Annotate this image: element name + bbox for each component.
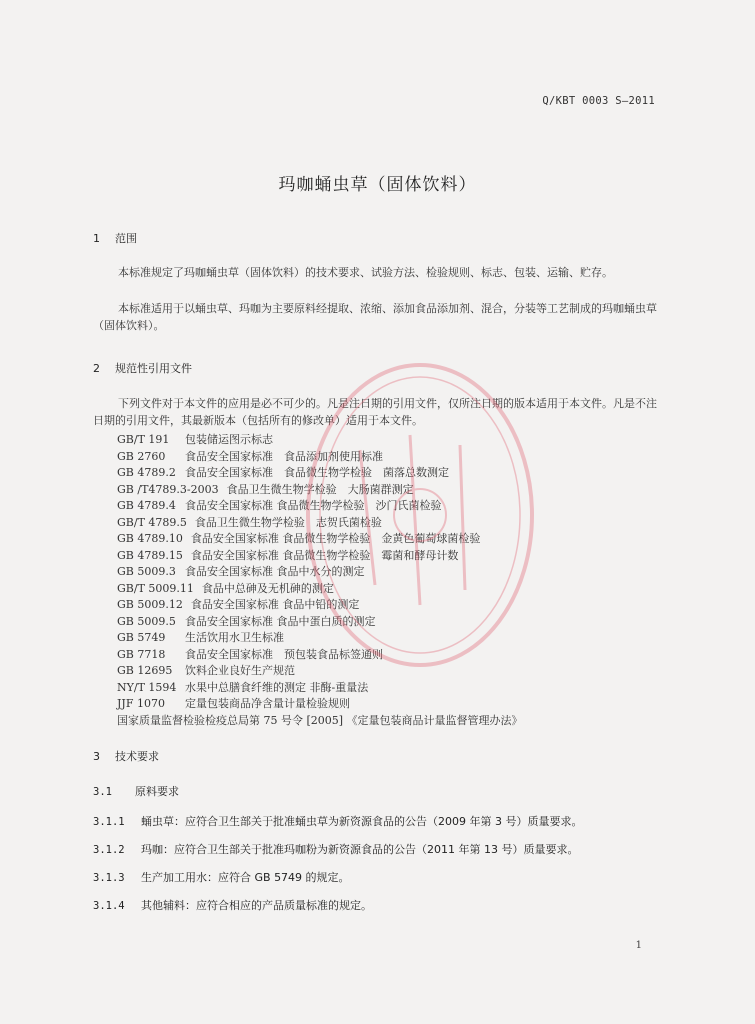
reference-code: GB 5009.5 [117,614,176,628]
section-title: 规范性引用文件 [115,362,192,375]
reference-title: 包装储运图示标志 [185,433,273,446]
reference-code: GB /T4789.3-2003 [117,482,219,496]
clause-number: 3.1.3 [93,872,125,884]
reference-code: GB 5009.12 [117,598,183,611]
clause-text: 原料要求 [135,785,179,798]
reference-item [117,680,523,697]
section-number: 2 [93,362,100,375]
reference-code: GB 4789.2 [117,466,176,479]
reference-title: 食品卫生微生物学检验 大肠菌群测定 [226,482,414,496]
page-number: 1 [635,940,642,951]
reference-code: GB 2760 [117,449,166,463]
clause-3-1-4 [93,897,372,913]
reference-title: 食品安全国家标准 预包装食品标签通则 [185,647,383,661]
reference-item [117,432,523,449]
reference-code: GB/T 5009.11 [117,581,194,595]
reference-code: GB/T 191 [117,433,170,446]
reference-title: 国家质量监督检验检疫总局第 75 号令 [2005] 《定量包装商品计量监督管理办法》 [117,713,523,727]
reference-item [117,515,523,532]
reference-title: 食品安全国家标准 食品微生物学检验 菌落总数测定 [185,466,449,479]
reference-title: 食品安全国家标准 食品微生物学检验 金黄色葡萄球菌检验 [190,532,481,545]
reference-code: GB 4789.15 [117,548,183,562]
reference-code: GB 5749 [117,631,166,644]
reference-item [117,564,523,581]
reference-item [117,548,523,565]
reference-item [117,449,523,466]
section-1-paragraph-1: 本标准规定了玛咖蛹虫草（固体饮料）的技术要求、试验方法、检验规则、标志、包装、运输、贮存。 [118,266,613,279]
section-number: 1 [93,232,100,245]
reference-code: GB/T 4789.5 [117,515,187,529]
reference-item [117,696,523,713]
reference-code: GB 7718 [117,647,166,661]
reference-title: 食品安全国家标准 食品添加剂使用标准 [185,449,383,463]
clause-3-1-1 [93,813,582,829]
reference-title: 饮料企业良好生产规范 [185,664,295,677]
section-2-heading [93,360,192,376]
reference-title: 定量包装商品净含量计量检验规则 [185,697,350,710]
reference-item [117,531,523,548]
reference-title: 生活饮用水卫生标准 [185,631,284,644]
reference-item [117,597,523,614]
reference-item [117,498,523,515]
section-number: 3 [93,750,100,763]
reference-title: 食品安全国家标准 食品微生物学检验 沙门氏菌检验 [185,499,442,512]
reference-code: NY/T 1594 [117,680,177,694]
reference-code: GB 5009.3 [117,565,176,578]
standard-code: Q/KBT 0003 S—2011 [542,95,655,107]
clause-number: 3.1.1 [93,816,125,828]
reference-code: GB 12695 [117,664,173,677]
section-1-heading [93,230,137,246]
reference-code: JJF 1070 [117,697,165,710]
reference-title: 食品中总砷及无机砷的测定 [201,581,334,595]
clause-text: 玛咖：应符合卫生部关于批准玛咖粉为新资源食品的公告（2011 年第 13 号）质量要求。 [141,843,579,856]
reference-item [117,614,523,631]
reference-title: 食品安全国家标准 食品中蛋白质的测定 [185,614,376,628]
section-2-intro: 下列文件对于本文件的应用是必不可少的。凡是注日期的引用文件，仅所注日期的版本适用于本文件。凡是不注日期的引用文件，其最新版本（包括所有的修改单）适用于本文件。 [93,397,657,427]
clause-text: 其他辅料：应符合相应的产品质量标准的规定。 [141,899,372,912]
reference-code: GB 4789.4 [117,499,176,512]
clause-3-1 [93,783,179,799]
reference-item [117,581,523,598]
reference-title: 食品卫生微生物学检验 志贺氏菌检验 [194,515,382,529]
section-title: 技术要求 [115,750,159,763]
section-title: 范围 [115,232,137,245]
section-1-paragraph-2: 本标准适用于以蛹虫草、玛咖为主要原料经提取、浓缩、添加食品添加剂、混合，分装等工艺制成的玛咖蛹虫草（固体饮料）。 [93,302,657,332]
reference-title: 食品安全国家标准 食品中水分的测定 [185,565,365,578]
reference-item [117,465,523,482]
clause-number: 3.1 [93,786,112,798]
reference-title: 水果中总膳食纤维的测定 非酶-重量法 [185,680,369,694]
section-3-heading [93,748,159,764]
reference-list [117,432,523,729]
clause-3-1-2 [93,841,578,857]
clause-3-1-3 [93,869,350,885]
clause-text: 生产加工用水：应符合 GB 5749 的规定。 [141,871,350,884]
reference-item [117,713,523,730]
reference-item [117,482,523,499]
document-title: 玛咖蛹虫草（固体饮料） [278,175,477,195]
reference-item [117,663,523,680]
clause-number: 3.1.4 [93,900,125,912]
reference-title: 食品安全国家标准 食品微生物学检验 霉菌和酵母计数 [190,548,459,562]
reference-item [117,630,523,647]
clause-text: 蛹虫草：应符合卫生部关于批准蛹虫草为新资源食品的公告（2009 年第 3 号）质量要求。 [141,815,583,828]
reference-title: 食品安全国家标准 食品中铅的测定 [190,598,360,611]
clause-number: 3.1.2 [93,844,125,856]
reference-item [117,647,523,664]
reference-code: GB 4789.10 [117,532,183,545]
